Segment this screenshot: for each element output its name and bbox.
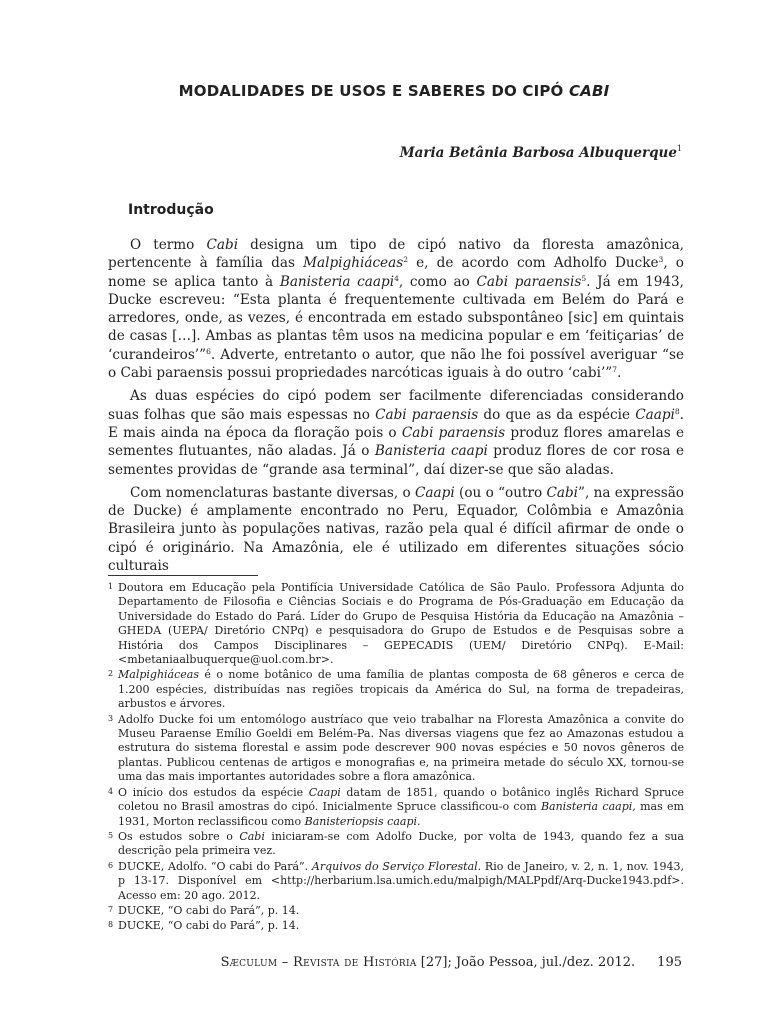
article-title xyxy=(100,82,688,100)
author-name: Maria Betânia Barbosa Albuquerque xyxy=(399,145,677,161)
footnote-ref[interactable]: 3 xyxy=(658,255,664,265)
footnote-ref[interactable]: 8 xyxy=(674,406,680,416)
footnote-ref[interactable]: 7 xyxy=(612,365,618,375)
footnote-6: 6 DUCKE, Adolfo. “O cabi do Pará”. Arquivos do Serviço Florestal. Rio de Janeiro, v. 2, n. 1, nov. 1943, p 13-17. Disponível em <http://herbarium.lsa.umich.edu/malpigh/MALPpdf/Arq-Ducke1943.pdf>. Acesso em: 20 ago. 2012. xyxy=(108,859,684,902)
footnotes xyxy=(108,581,684,935)
body-text xyxy=(108,236,684,580)
footnote-ref[interactable]: 6 xyxy=(206,346,211,356)
footnote-ref[interactable]: 2 xyxy=(403,255,408,265)
footnote-8: 8 DUCKE, “O cabi do Pará”, p. 14. xyxy=(108,919,300,933)
page-number: 195 xyxy=(657,955,682,970)
footnote-ref[interactable]: 5 xyxy=(581,273,587,283)
footnote-3: 3 Adolfo Ducke foi um entomólogo austríaco que veio trabalhar na Floresta Amazônica a convite do Museu Paraense Emílio Goeldi em Belém-Pa. Nas diversas viagens que fez ao Amazonas estudou a estrutura do sistema florestal e assim pode descrever 900 novas espécies e 50 novos gêneros de plantas. Publicou centenas de artigos e monografias e, na primeira metade do século XX, tornou-se uma das mais importantes autoridades sobre a flora amazônica. xyxy=(108,712,684,784)
footnote-divider xyxy=(108,575,258,576)
title-text: MODALIDADES DE USOS E SABERES DO CIPÓ xyxy=(178,82,569,100)
author-line xyxy=(400,144,682,161)
author-footnote-ref[interactable]: 1 xyxy=(676,144,682,153)
section-heading: Introdução xyxy=(128,202,214,218)
footnote-7: 7 DUCKE, “O cabi do Pará”, p. 14. xyxy=(108,903,300,917)
footnote-5: 5 Os estudos sobre o Cabi iniciaram-se com Adolfo Ducke, por volta de 1943, quando fez a sua descrição pela primeira vez. xyxy=(108,829,684,858)
issue-info: [27]; João Pessoa, jul./dez. 2012. xyxy=(416,955,636,970)
footnote-1: 1 Doutora em Educação pela Pontifícia Universidade Católica de São Paulo. Professora Adjunta do Departamento de Filosofia e Ciências Sociais e do Programa de Pós-Graduação em Educação da Universidade do Estado do Pará. Líder do Grupo de Pesquisa História da Educação na Amazônia – GHEDA (UEPA/ Diretório CNPq) e pesquisadora do Grupo de Estudos e de Pesquisas sobre a História dos Campos Disciplinares – GEPECADIS (UEM/ Diretório CNPq). E-Mail: <mbetaniaalbuquerque@uol.com.br>. xyxy=(108,581,684,667)
title-italic: CABI xyxy=(568,82,610,100)
paragraph-3: Com nomenclaturas bastante diversas, o Caapi (ou o “outro Cabi”, na expressão de Ducke) é amplamente encontrado no Peru, Equador, Colômbia e Amazônia Brasileira junto às populações nativas, razão pela qual é difícil afirmar de onde o cipó é originário. Na Amazônia, ele é utilizado em diferentes situações sócio culturais xyxy=(108,484,684,575)
footnote-4: 4 O início dos estudos da espécie Caapi datam de 1851, quando o botânico inglês Richard Spruce coletou no Brasil amostras do cipó. Inicialmente Spruce classificou-o com Banisteria caapi, mas em 1931, Morton reclassificou como Banisteriopsis caapi. xyxy=(108,785,684,828)
running-footer xyxy=(221,955,682,970)
footnote-ref[interactable]: 4 xyxy=(394,273,399,283)
paragraph-2: As duas espécies do cipó podem ser facilmente diferenciadas considerando suas folhas que são mais espessas no Cabi paraensis do que as da espécie Caapi$^8$. E mais ainda na época da floração pois o Cabi paraensis produz flores amarelas e sementes flutuantes, não aladas. Já o Banisteria caapi produz flores de cor rosa e sementes providas de “grande asa terminal”, daí dizer-se que são aladas. xyxy=(108,388,685,478)
footnote-2: 2 Malpighiáceas é o nome botânico de uma família de plantas composta de 68 gêneros e cerca de 1.200 espécies, distribuídas nas regiões tropicais da América do Sul, na forma de trepadeiras, arbustos e árvores. xyxy=(108,668,684,711)
paragraph-1: O termo Cabi designa um tipo de cipó nativo da floresta amazônica, pertencente à família das Malpighiáceas$^2$ e, de acordo com Adholfo Ducke$^3$, o nome se aplica tanto à Banisteria caapi$^4$, como ao Cabi paraensis$^5$. Já em 1943, Ducke escreveu: “Esta planta é frequentemente cultivada em Belém do Pará e arredores, onde, as vezes, é encontrada em estado subspontâneo [sic] em quintais de casas […]. Ambas as plantas têm usos na medicina popular e em ‘feitiçarias’ de ‘curandeiros’”$^6$. Adverte, entretanto o autor, que não lhe foi possível averiguar “se o Cabi paraensis possui propriedades narcóticas iguais à do outro ‘cabi’”$^7$. xyxy=(108,237,684,382)
journal-name: Sæculum – Revista de História xyxy=(220,955,417,970)
